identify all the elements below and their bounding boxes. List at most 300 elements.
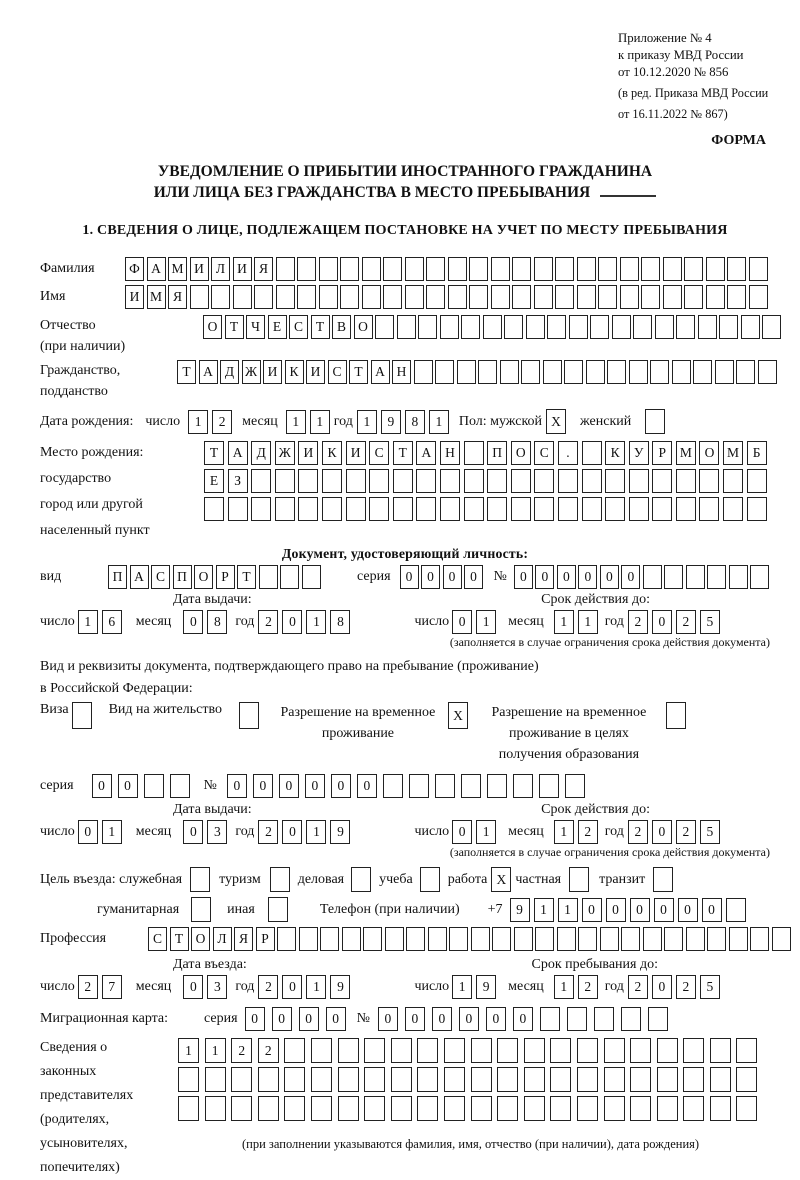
char-cell[interactable] (535, 927, 554, 951)
char-cell[interactable] (749, 257, 768, 281)
char-cell[interactable] (469, 285, 488, 309)
char-cell[interactable] (540, 1007, 560, 1031)
char-cell[interactable] (364, 1067, 385, 1092)
char-cell[interactable]: 2 (578, 975, 598, 999)
char-cell[interactable] (416, 497, 436, 521)
char-cell[interactable] (254, 285, 273, 309)
char-cell[interactable] (491, 285, 510, 309)
char-cell[interactable] (270, 867, 290, 892)
char-cell[interactable] (297, 257, 316, 281)
char-cell[interactable] (539, 774, 559, 798)
char-cell[interactable]: 0 (253, 774, 273, 798)
char-cell[interactable]: О (511, 441, 531, 465)
char-cell[interactable]: Е (204, 469, 224, 493)
char-cell[interactable] (594, 1007, 614, 1031)
char-cell[interactable]: 1 (286, 410, 306, 434)
char-cell[interactable] (440, 497, 460, 521)
char-cell[interactable]: 0 (678, 898, 698, 922)
char-cell[interactable] (693, 360, 712, 384)
char-cell[interactable]: 1 (188, 410, 208, 434)
char-cell[interactable]: 0 (378, 1007, 398, 1031)
char-cell[interactable]: А (130, 565, 149, 589)
char-cell[interactable] (676, 315, 695, 339)
char-cell[interactable] (684, 257, 703, 281)
char-cell[interactable]: 0 (578, 565, 597, 589)
char-cell[interactable] (600, 927, 619, 951)
char-cell[interactable]: С (148, 927, 167, 951)
char-cell[interactable] (762, 315, 781, 339)
char-cell[interactable] (621, 1007, 641, 1031)
char-cell[interactable]: 2 (258, 610, 278, 634)
char-cell[interactable] (319, 285, 338, 309)
char-cell[interactable] (497, 1067, 518, 1092)
char-cell[interactable] (699, 497, 719, 521)
char-cell[interactable] (655, 315, 674, 339)
char-cell[interactable]: 0 (282, 820, 302, 844)
char-cell[interactable] (449, 927, 468, 951)
char-cell[interactable]: К (285, 360, 304, 384)
char-cell[interactable] (707, 927, 726, 951)
char-cell[interactable] (487, 497, 507, 521)
char-cell[interactable] (190, 867, 210, 892)
char-cell[interactable] (629, 469, 649, 493)
char-cell[interactable]: 3 (207, 820, 227, 844)
char-cell[interactable] (664, 565, 683, 589)
char-cell[interactable]: 2 (676, 610, 696, 634)
char-cell[interactable] (409, 774, 429, 798)
char-cell[interactable] (461, 315, 480, 339)
char-cell[interactable] (228, 497, 248, 521)
char-cell[interactable]: 1 (578, 610, 598, 634)
char-cell[interactable]: О (203, 315, 222, 339)
char-cell[interactable] (364, 1096, 385, 1121)
char-cell[interactable] (362, 257, 381, 281)
char-cell[interactable] (736, 1096, 757, 1121)
char-cell[interactable] (284, 1096, 305, 1121)
char-cell[interactable] (418, 315, 437, 339)
char-cell[interactable]: С (328, 360, 347, 384)
char-cell[interactable] (569, 315, 588, 339)
char-cell[interactable]: 1 (452, 975, 472, 999)
char-cell[interactable]: 2 (212, 410, 232, 434)
char-cell[interactable] (414, 360, 433, 384)
char-cell[interactable]: И (125, 285, 144, 309)
char-cell[interactable] (417, 1096, 438, 1121)
char-cell[interactable]: 5 (700, 975, 720, 999)
char-cell[interactable] (284, 1067, 305, 1092)
char-cell[interactable]: Р (256, 927, 275, 951)
char-cell[interactable] (578, 927, 597, 951)
char-cell[interactable]: 0 (183, 975, 203, 999)
char-cell[interactable] (500, 360, 519, 384)
char-cell[interactable] (630, 1038, 651, 1063)
char-cell[interactable] (582, 441, 602, 465)
char-cell[interactable] (251, 497, 271, 521)
char-cell[interactable] (457, 360, 476, 384)
char-cell[interactable] (405, 257, 424, 281)
char-cell[interactable] (383, 285, 402, 309)
char-cell[interactable] (504, 315, 523, 339)
char-cell[interactable] (645, 409, 665, 434)
char-cell[interactable] (643, 565, 662, 589)
char-cell[interactable]: Т (393, 441, 413, 465)
char-cell[interactable] (72, 702, 92, 729)
char-cell[interactable] (469, 257, 488, 281)
char-cell[interactable] (604, 1067, 625, 1092)
char-cell[interactable] (258, 1096, 279, 1121)
char-cell[interactable] (170, 774, 190, 798)
char-cell[interactable] (590, 315, 609, 339)
char-cell[interactable]: 8 (330, 610, 350, 634)
char-cell[interactable]: 0 (452, 610, 472, 634)
char-cell[interactable]: 0 (452, 820, 472, 844)
char-cell[interactable] (383, 257, 402, 281)
char-cell[interactable] (405, 285, 424, 309)
char-cell[interactable]: Я (168, 285, 187, 309)
char-cell[interactable]: 0 (557, 565, 576, 589)
char-cell[interactable]: 9 (381, 410, 401, 434)
char-cell[interactable] (514, 927, 533, 951)
char-cell[interactable]: Т (237, 565, 256, 589)
char-cell[interactable] (471, 1038, 492, 1063)
char-cell[interactable] (666, 702, 686, 729)
char-cell[interactable]: 0 (272, 1007, 292, 1031)
char-cell[interactable] (205, 1067, 226, 1092)
char-cell[interactable] (464, 497, 484, 521)
char-cell[interactable] (706, 285, 725, 309)
char-cell[interactable] (564, 360, 583, 384)
char-cell[interactable]: 0 (702, 898, 722, 922)
char-cell[interactable] (736, 1038, 757, 1063)
char-cell[interactable] (534, 497, 554, 521)
char-cell[interactable]: 0 (92, 774, 112, 798)
char-cell[interactable] (710, 1038, 731, 1063)
char-cell[interactable] (277, 927, 296, 951)
char-cell[interactable]: 0 (621, 565, 640, 589)
char-cell[interactable] (604, 1096, 625, 1121)
char-cell[interactable]: 0 (282, 975, 302, 999)
char-cell[interactable]: 1 (178, 1038, 199, 1063)
char-cell[interactable] (440, 315, 459, 339)
char-cell[interactable]: Д (251, 441, 271, 465)
char-cell[interactable] (231, 1067, 252, 1092)
char-cell[interactable]: 0 (600, 565, 619, 589)
char-cell[interactable] (322, 497, 342, 521)
char-cell[interactable] (338, 1038, 359, 1063)
char-cell[interactable] (663, 285, 682, 309)
char-cell[interactable]: 0 (652, 610, 672, 634)
char-cell[interactable] (526, 315, 545, 339)
char-cell[interactable] (464, 469, 484, 493)
char-cell[interactable]: 1 (554, 975, 574, 999)
char-cell[interactable] (723, 497, 743, 521)
char-cell[interactable] (497, 1096, 518, 1121)
char-cell[interactable] (607, 360, 626, 384)
char-cell[interactable]: X (491, 867, 511, 892)
char-cell[interactable] (391, 1038, 412, 1063)
char-cell[interactable] (284, 1038, 305, 1063)
char-cell[interactable] (497, 1038, 518, 1063)
char-cell[interactable]: 1 (534, 898, 554, 922)
char-cell[interactable] (478, 360, 497, 384)
char-cell[interactable]: С (289, 315, 308, 339)
char-cell[interactable] (630, 1067, 651, 1092)
char-cell[interactable] (577, 1038, 598, 1063)
char-cell[interactable]: 1 (78, 610, 98, 634)
char-cell[interactable]: 0 (652, 975, 672, 999)
char-cell[interactable]: 0 (78, 820, 98, 844)
char-cell[interactable]: 2 (578, 820, 598, 844)
char-cell[interactable]: 2 (258, 820, 278, 844)
char-cell[interactable]: 0 (582, 898, 602, 922)
char-cell[interactable]: 6 (102, 610, 122, 634)
char-cell[interactable]: 9 (330, 975, 350, 999)
char-cell[interactable] (416, 469, 436, 493)
char-cell[interactable]: 0 (464, 565, 483, 589)
char-cell[interactable] (569, 867, 589, 892)
char-cell[interactable]: П (108, 565, 127, 589)
char-cell[interactable] (534, 469, 554, 493)
char-cell[interactable]: 1 (429, 410, 449, 434)
char-cell[interactable]: О (191, 927, 210, 951)
char-cell[interactable]: 1 (476, 820, 496, 844)
char-cell[interactable]: 5 (700, 820, 720, 844)
char-cell[interactable]: И (346, 441, 366, 465)
char-cell[interactable] (736, 1067, 757, 1092)
char-cell[interactable]: М (168, 257, 187, 281)
char-cell[interactable] (620, 285, 639, 309)
char-cell[interactable]: М (676, 441, 696, 465)
char-cell[interactable]: 8 (405, 410, 425, 434)
char-cell[interactable]: 0 (421, 565, 440, 589)
char-cell[interactable] (641, 285, 660, 309)
char-cell[interactable]: И (233, 257, 252, 281)
char-cell[interactable]: 0 (282, 610, 302, 634)
char-cell[interactable]: С (151, 565, 170, 589)
char-cell[interactable] (144, 774, 164, 798)
char-cell[interactable]: Ф (125, 257, 144, 281)
char-cell[interactable]: 0 (400, 565, 419, 589)
char-cell[interactable] (351, 867, 371, 892)
char-cell[interactable] (547, 315, 566, 339)
char-cell[interactable] (577, 257, 596, 281)
char-cell[interactable] (726, 898, 746, 922)
char-cell[interactable] (435, 360, 454, 384)
char-cell[interactable] (747, 469, 767, 493)
char-cell[interactable] (211, 285, 230, 309)
char-cell[interactable] (233, 285, 252, 309)
char-cell[interactable] (683, 1038, 704, 1063)
char-cell[interactable] (534, 257, 553, 281)
char-cell[interactable]: Я (254, 257, 273, 281)
char-cell[interactable]: 0 (357, 774, 377, 798)
char-cell[interactable]: 0 (326, 1007, 346, 1031)
char-cell[interactable]: Е (268, 315, 287, 339)
char-cell[interactable] (758, 360, 777, 384)
char-cell[interactable] (723, 469, 743, 493)
char-cell[interactable]: X (546, 409, 566, 434)
char-cell[interactable] (297, 285, 316, 309)
char-cell[interactable] (605, 497, 625, 521)
char-cell[interactable] (391, 1096, 412, 1121)
char-cell[interactable] (239, 702, 259, 729)
char-cell[interactable]: Ж (275, 441, 295, 465)
char-cell[interactable]: Ч (246, 315, 265, 339)
char-cell[interactable] (686, 565, 705, 589)
char-cell[interactable] (657, 1096, 678, 1121)
char-cell[interactable] (311, 1038, 332, 1063)
char-cell[interactable] (727, 257, 746, 281)
char-cell[interactable] (620, 257, 639, 281)
char-cell[interactable]: 0 (432, 1007, 452, 1031)
char-cell[interactable] (710, 1067, 731, 1092)
char-cell[interactable] (577, 285, 596, 309)
char-cell[interactable] (707, 565, 726, 589)
char-cell[interactable] (652, 497, 672, 521)
char-cell[interactable] (204, 497, 224, 521)
char-cell[interactable] (513, 774, 533, 798)
char-cell[interactable]: Н (440, 441, 460, 465)
char-cell[interactable] (550, 1096, 571, 1121)
char-cell[interactable] (633, 315, 652, 339)
char-cell[interactable]: 1 (310, 410, 330, 434)
char-cell[interactable] (736, 360, 755, 384)
char-cell[interactable]: 2 (628, 820, 648, 844)
char-cell[interactable]: Т (311, 315, 330, 339)
char-cell[interactable] (383, 774, 403, 798)
char-cell[interactable]: 9 (510, 898, 530, 922)
char-cell[interactable] (417, 1067, 438, 1092)
char-cell[interactable] (672, 360, 691, 384)
char-cell[interactable]: 8 (207, 610, 227, 634)
char-cell[interactable] (440, 469, 460, 493)
char-cell[interactable] (511, 497, 531, 521)
char-cell[interactable] (276, 257, 295, 281)
char-cell[interactable] (555, 257, 574, 281)
char-cell[interactable]: X (448, 702, 468, 729)
char-cell[interactable] (280, 565, 299, 589)
char-cell[interactable] (461, 774, 481, 798)
char-cell[interactable] (483, 315, 502, 339)
char-cell[interactable]: Л (213, 927, 232, 951)
char-cell[interactable] (444, 1096, 465, 1121)
char-cell[interactable] (750, 927, 769, 951)
char-cell[interactable]: 2 (258, 1038, 279, 1063)
char-cell[interactable] (320, 927, 339, 951)
char-cell[interactable] (698, 315, 717, 339)
char-cell[interactable]: 7 (102, 975, 122, 999)
char-cell[interactable]: 0 (299, 1007, 319, 1031)
char-cell[interactable] (363, 927, 382, 951)
char-cell[interactable]: 0 (459, 1007, 479, 1031)
char-cell[interactable] (719, 315, 738, 339)
char-cell[interactable] (524, 1096, 545, 1121)
char-cell[interactable] (699, 469, 719, 493)
char-cell[interactable] (676, 469, 696, 493)
char-cell[interactable]: И (306, 360, 325, 384)
char-cell[interactable] (749, 285, 768, 309)
char-cell[interactable]: 0 (486, 1007, 506, 1031)
char-cell[interactable]: 1 (357, 410, 377, 434)
char-cell[interactable] (311, 1096, 332, 1121)
char-cell[interactable] (375, 315, 394, 339)
char-cell[interactable] (298, 469, 318, 493)
char-cell[interactable]: 0 (513, 1007, 533, 1031)
char-cell[interactable]: 2 (628, 610, 648, 634)
char-cell[interactable]: И (263, 360, 282, 384)
char-cell[interactable]: Ж (242, 360, 261, 384)
char-cell[interactable] (555, 285, 574, 309)
char-cell[interactable]: О (194, 565, 213, 589)
char-cell[interactable] (577, 1067, 598, 1092)
char-cell[interactable]: Т (177, 360, 196, 384)
char-cell[interactable] (686, 927, 705, 951)
char-cell[interactable]: П (487, 441, 507, 465)
char-cell[interactable] (417, 1038, 438, 1063)
char-cell[interactable]: 0 (535, 565, 554, 589)
char-cell[interactable] (582, 497, 602, 521)
char-cell[interactable] (612, 315, 631, 339)
char-cell[interactable] (231, 1096, 252, 1121)
char-cell[interactable]: Д (220, 360, 239, 384)
char-cell[interactable]: 1 (554, 610, 574, 634)
char-cell[interactable]: 0 (606, 898, 626, 922)
char-cell[interactable] (604, 1038, 625, 1063)
char-cell[interactable]: 5 (700, 610, 720, 634)
char-cell[interactable] (346, 469, 366, 493)
char-cell[interactable]: Н (392, 360, 411, 384)
char-cell[interactable]: 0 (405, 1007, 425, 1031)
char-cell[interactable]: М (723, 441, 743, 465)
char-cell[interactable]: А (147, 257, 166, 281)
char-cell[interactable] (729, 927, 748, 951)
char-cell[interactable] (663, 257, 682, 281)
char-cell[interactable]: А (228, 441, 248, 465)
char-cell[interactable]: 2 (676, 975, 696, 999)
char-cell[interactable] (582, 469, 602, 493)
char-cell[interactable]: А (416, 441, 436, 465)
char-cell[interactable] (385, 927, 404, 951)
char-cell[interactable]: 0 (118, 774, 138, 798)
char-cell[interactable] (342, 927, 361, 951)
char-cell[interactable]: О (699, 441, 719, 465)
char-cell[interactable] (319, 257, 338, 281)
char-cell[interactable] (750, 565, 769, 589)
char-cell[interactable]: 1 (306, 975, 326, 999)
char-cell[interactable] (727, 285, 746, 309)
char-cell[interactable] (653, 867, 673, 892)
char-cell[interactable] (598, 285, 617, 309)
char-cell[interactable] (534, 285, 553, 309)
char-cell[interactable] (550, 1067, 571, 1092)
char-cell[interactable] (393, 469, 413, 493)
char-cell[interactable]: 2 (676, 820, 696, 844)
char-cell[interactable]: Р (652, 441, 672, 465)
char-cell[interactable] (772, 927, 791, 951)
char-cell[interactable] (741, 315, 760, 339)
char-cell[interactable]: Т (204, 441, 224, 465)
char-cell[interactable]: 0 (630, 898, 650, 922)
char-cell[interactable]: 0 (245, 1007, 265, 1031)
char-cell[interactable] (524, 1038, 545, 1063)
char-cell[interactable] (406, 927, 425, 951)
char-cell[interactable]: З (228, 469, 248, 493)
char-cell[interactable] (420, 867, 440, 892)
char-cell[interactable] (657, 1067, 678, 1092)
char-cell[interactable] (598, 257, 617, 281)
char-cell[interactable]: У (629, 441, 649, 465)
char-cell[interactable] (340, 285, 359, 309)
